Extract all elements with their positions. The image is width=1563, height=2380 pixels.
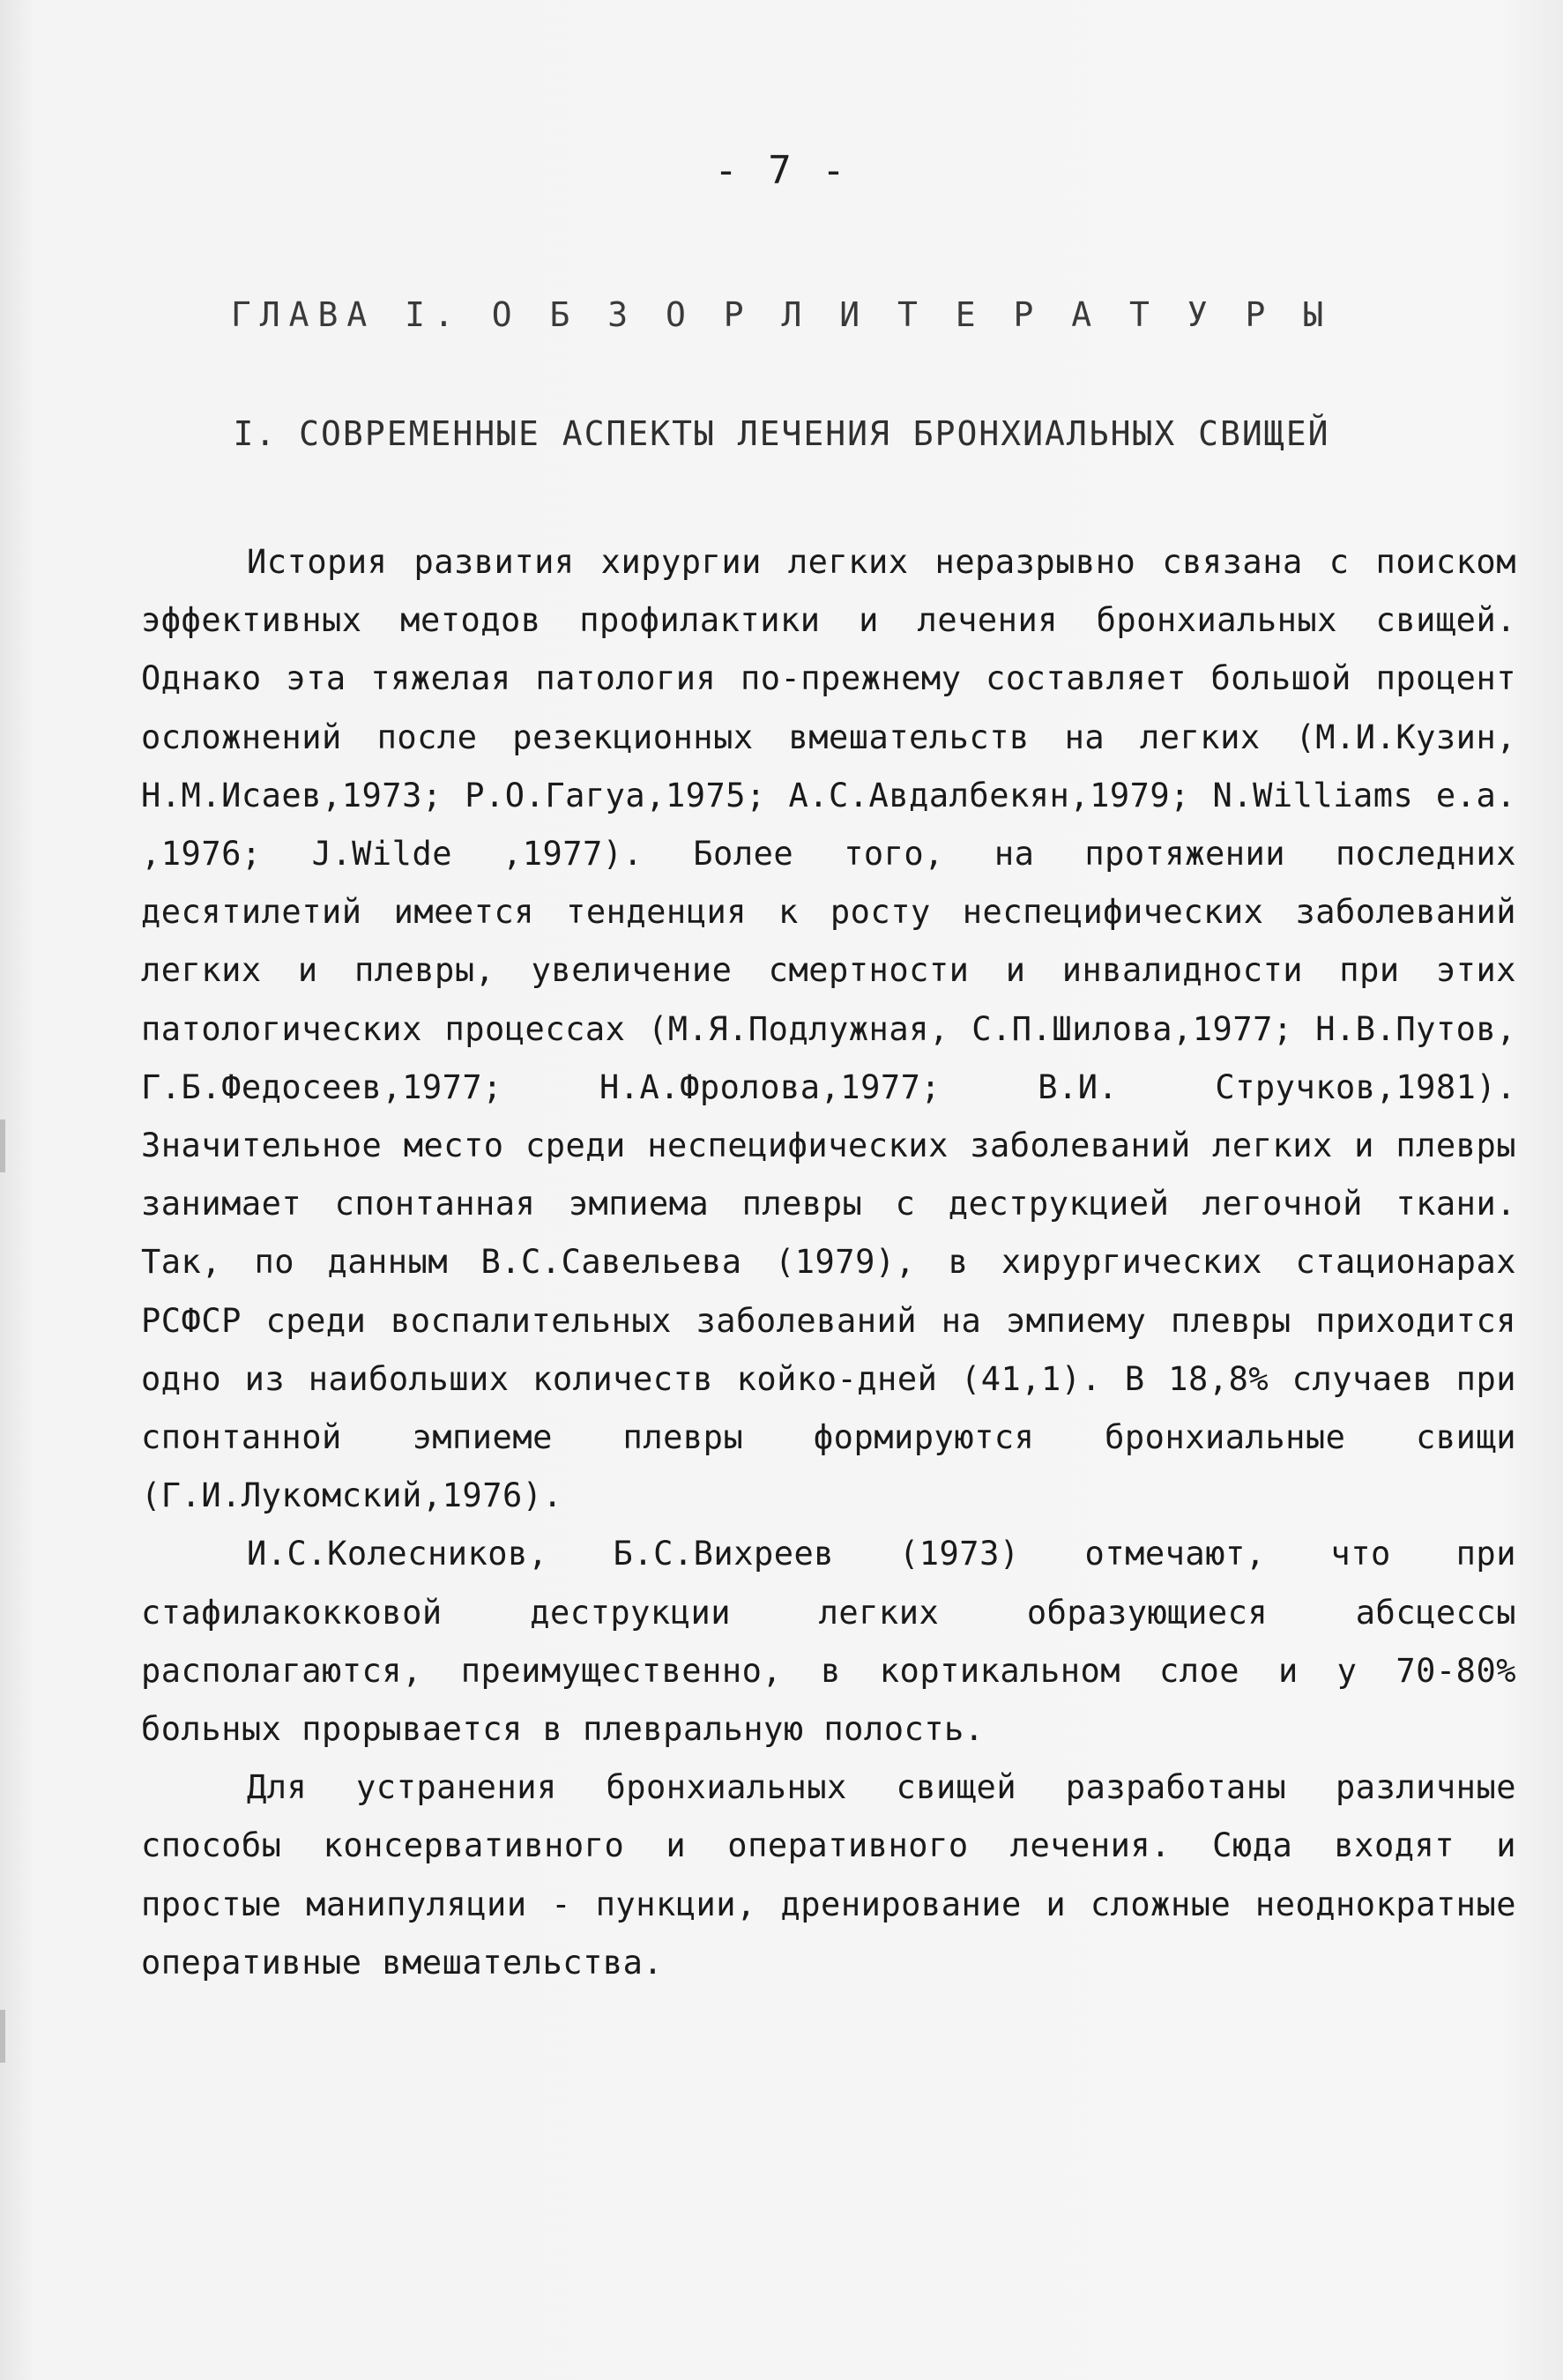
paragraph: И.С.Колесников, Б.С.Вихреев (1973) отмечают, что при стафилакокковой деструкции легких образующиеся абсцессы располагаются, преимущественно, в кортикальном слое и у 70-80% больных прорывается в плевральную полость. (141, 1535, 1516, 1749)
paragraph: Для устранения бронхиальных свищей разработаны различные способы консервативного и оперативного лечения. Сюда входят и простые манипуляции - пункции, дренирование и сложные неоднократные оперативные вмешательства. (141, 1768, 1516, 1982)
page-number: - 7 - (714, 148, 849, 193)
paragraph: История развития хирургии легких неразрывно связана с поиском эффективных методов профилактики и лечения бронхиальных свищей. Однако эта тяжелая патология по-прежнему составляет большой процент осложнений после резекционных вмешательств на легких (М.И.Кузин, Н.М.Исаев,1973; Р.О.Гагуа,1975; А.С.Авдалбекян,1979; N.Williams e.a. ,1976; J.Wilde ,1977). Более того, на протяжении последних десятилетий имеется тенденция к росту неспецифических заболеваний легких и плевры, увеличение смертности и инвалидности при этих патологических процессах (М.Я.Подлужная, С.П.Шилова,1977; Н.В.Путов, Г.Б.Федосеев,1977; Н.А.Фролова,1977; В.И. Стручков,1981). Значительное место среди неспецифических заболеваний легких и плевры занимает спонтанная эмпиема плевры с деструкцией легочной ткани. Так, по данным В.С.Савельева (1979), в хирургических стационарах РСФСР среди воспалительных заболеваний на эмпиему плевры приходится одно из наибольших количеств койко-дней (41,1). В 18,8% случаев при спонтанной эмпиеме плевры формируются бронхиальные свищи (Г.И.Лукомский,1976). (141, 543, 1516, 1515)
scan-edge-mark (0, 2010, 5, 2063)
body-text (141, 533, 1516, 1992)
scan-edge-mark (0, 1119, 5, 1172)
chapter-title: ГЛАВА I. О Б З О Р Л И Т Е Р А Т У Р Ы (230, 295, 1333, 334)
section-title: I. СОВРЕМЕННЫЕ АСПЕКТЫ ЛЕЧЕНИЯ БРОНХИАЛЬНЫХ СВИЩЕЙ (233, 414, 1330, 453)
